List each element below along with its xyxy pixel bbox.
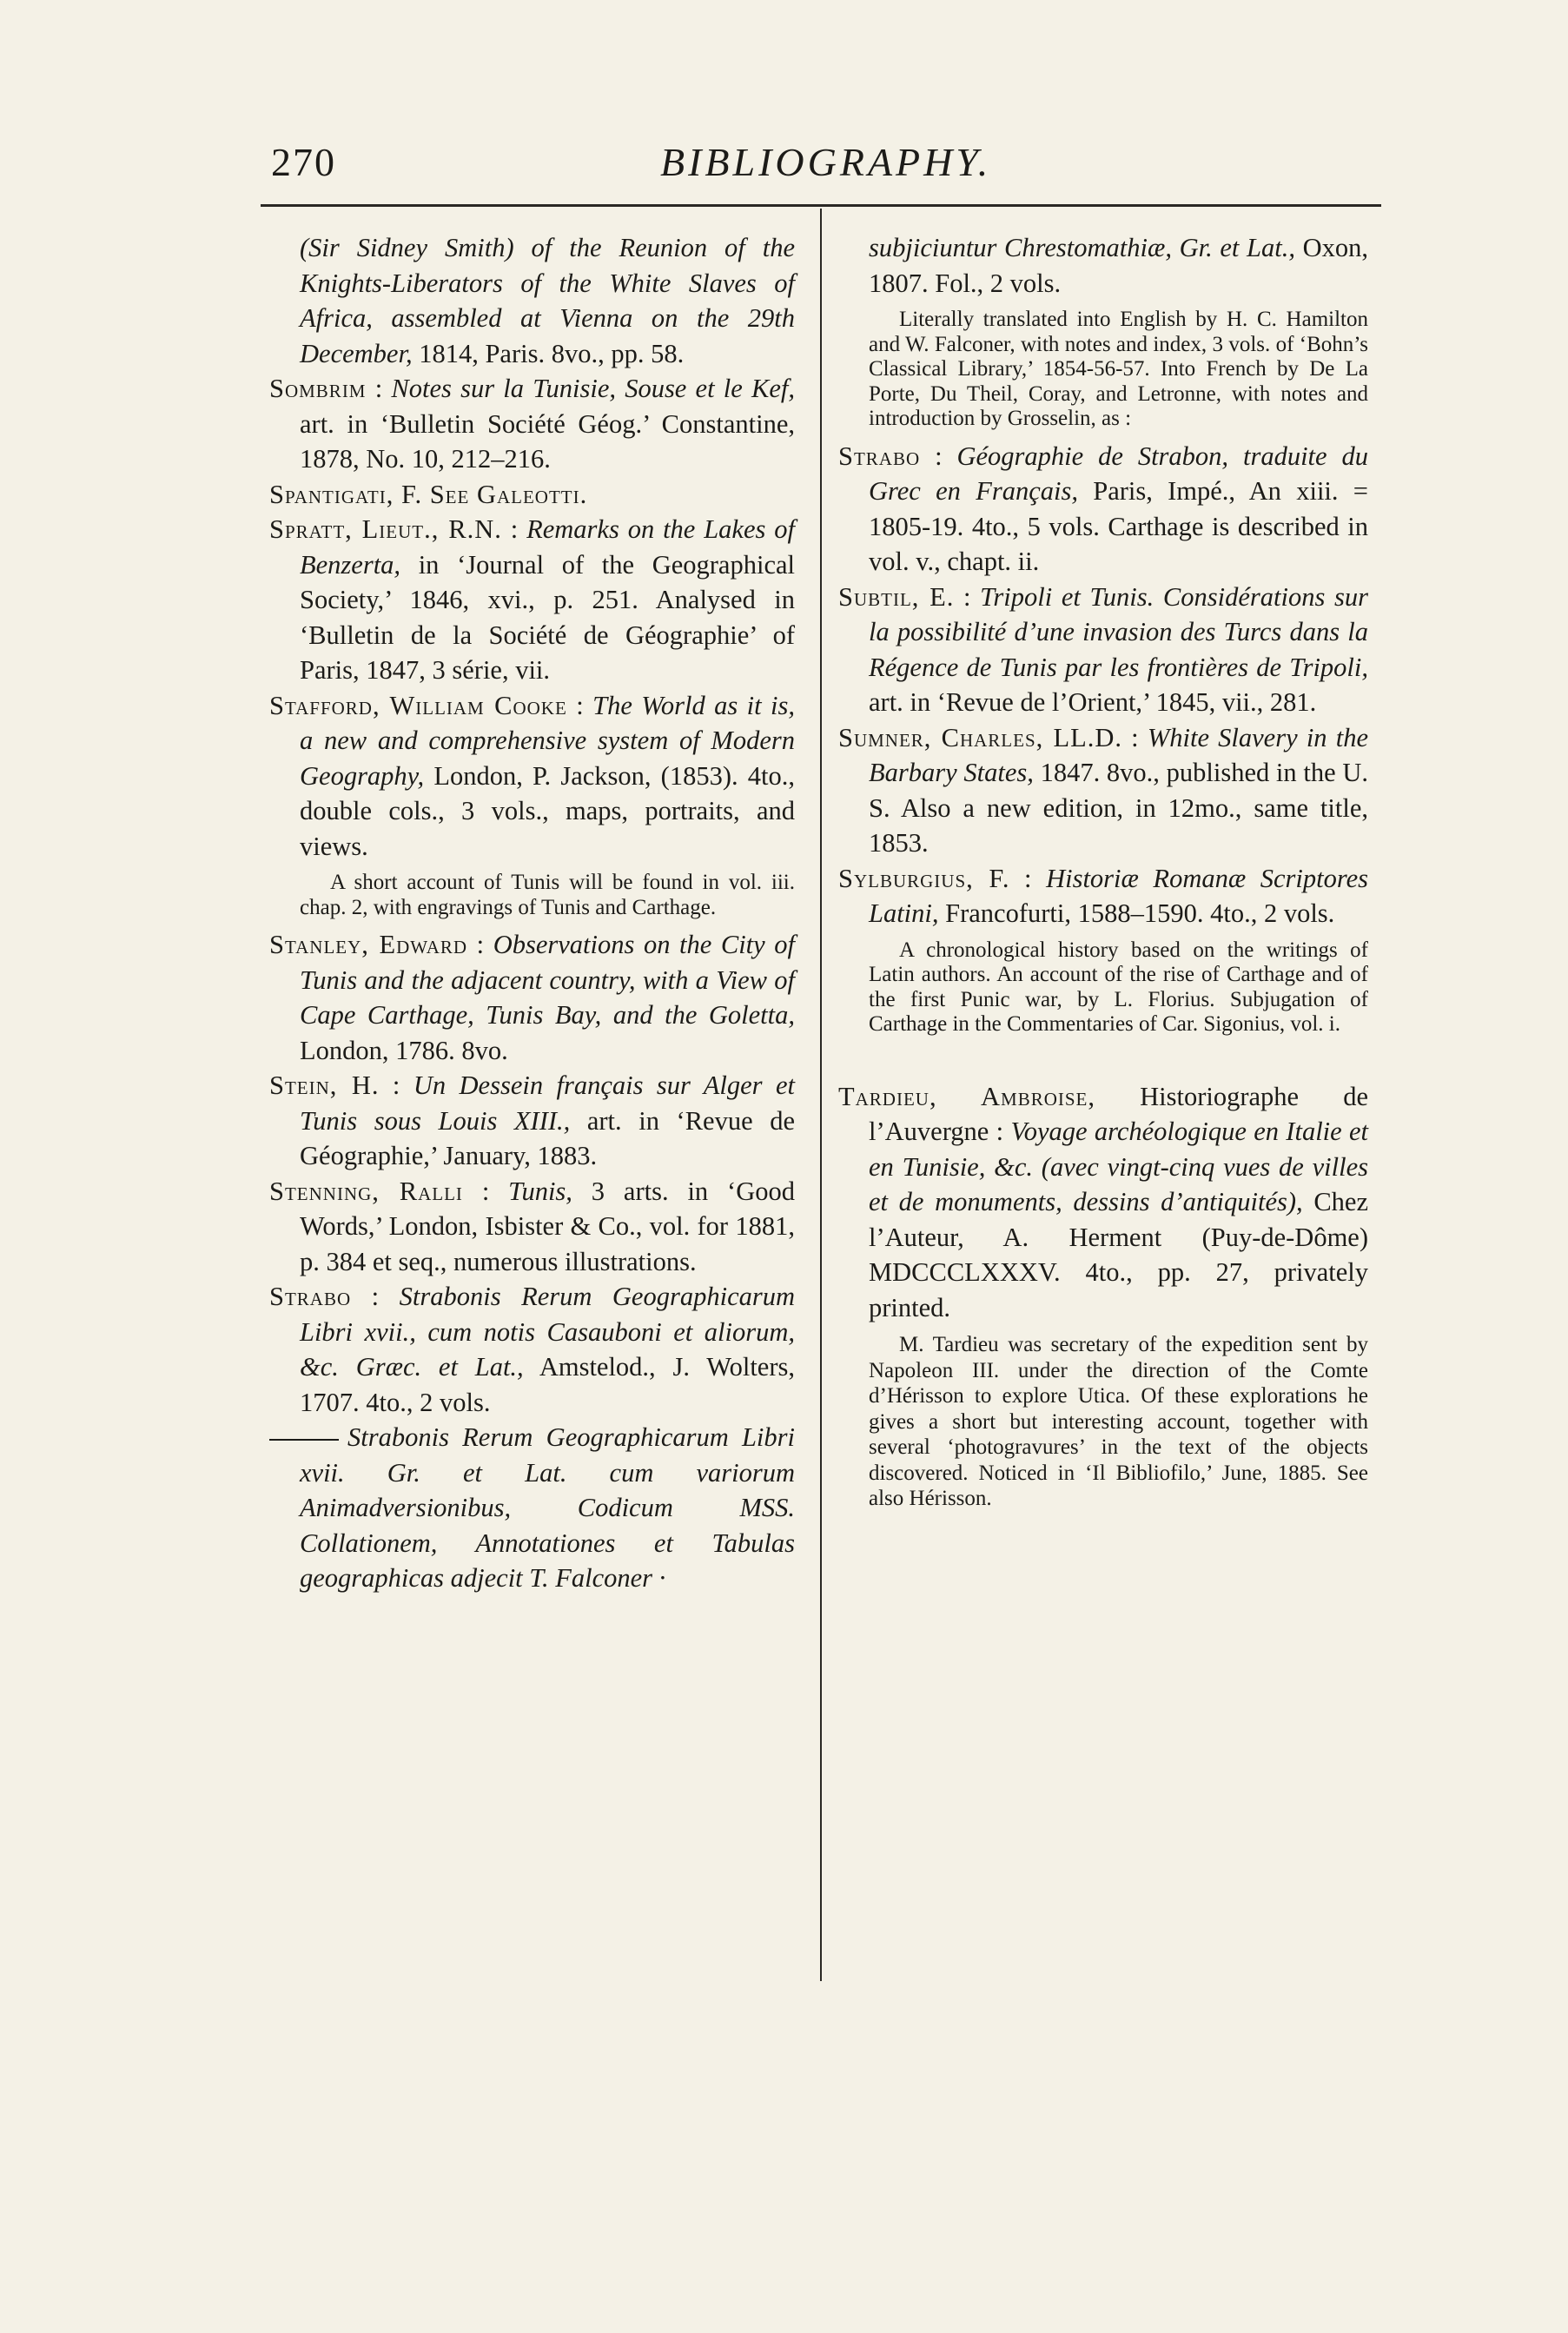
bibliography-entry xyxy=(269,371,795,477)
entry-details: art. in ‘Revue de Géographie,’ January, 1883. xyxy=(300,1105,795,1170)
bibliography-entry xyxy=(269,1068,795,1174)
header-rule xyxy=(261,204,1381,207)
entry-title: Tunis, xyxy=(508,1176,572,1206)
entry-author: Subtil, E. xyxy=(838,581,955,612)
entry-details: Oxon, 1807. Fol., 2 vols. xyxy=(869,233,1368,298)
entry-separator: : xyxy=(954,581,981,612)
bibliography-entry xyxy=(269,927,795,1068)
entry-separator: : xyxy=(920,441,957,471)
entry-separator: : xyxy=(462,1176,509,1206)
running-title: BIBLIOGRAPHY. xyxy=(660,140,992,184)
entry-note: Literally translated into English by H. C. Hamilton and W. Falconer, with notes and index, 3 vols. of ‘Bohn’s Classical Library,’ 1854-56-57. Into French by De La Porte, Du Theil, Coray, and Letronne, with notes and introduction by Grosselin, as : xyxy=(869,308,1368,430)
entry-details: 1847. 8vo., published in the U. S. Also a new edition, in 12mo., same title, 1853. xyxy=(869,758,1368,858)
entry-author: Strabo xyxy=(838,441,921,471)
entry-separator: : xyxy=(351,1282,400,1311)
entry-details: in ‘Journal of the Geographical Society,’ 1846, xvi., p. 251. Analysed in ‘Bulletin de la Société de Géographie’ of Paris, 1847, 3 série, vii. xyxy=(300,549,795,685)
bibliography-entry xyxy=(838,1079,1368,1326)
bibliography-entry xyxy=(269,477,795,513)
page-header xyxy=(261,139,1381,191)
bibliography-entry xyxy=(269,1279,795,1420)
bibliography-entry xyxy=(838,439,1368,580)
entry-details: Chez l’Auteur, A. Herment (Puy-de-Dôme) MDCCCLXXXV. 4to., pp. 27, privately printed. xyxy=(869,1187,1368,1322)
section-gap xyxy=(838,1044,1368,1079)
entry-title: Historiæ Romanæ Scriptores Latini, xyxy=(869,863,1368,928)
entry-note: A chronological history based on the writings of Latin authors. An account of the rise of Carthage and of the first Punic war, by L. Florius. Subjugation of Carthage in the Commentaries of Car. Sigonius, vol. i. xyxy=(869,938,1368,1036)
entry-separator: : xyxy=(366,374,392,403)
entry-details: Amstelod., J. Wolters, 1707. 4to., 2 vols. xyxy=(300,1352,795,1417)
entry-title: Tripoli et Tunis. Considérations sur la possibilité d’une invasion des Turcs dans la Régence de Tunis par les frontières de Tripoli, xyxy=(869,581,1368,682)
bibliography-entry xyxy=(269,1420,795,1596)
entry-author: Sumner, Charles, LL.D. xyxy=(838,722,1122,752)
bibliography-entry xyxy=(838,230,1368,301)
bibliography-entry xyxy=(838,580,1368,720)
entry-author: Stein, H. xyxy=(269,1070,380,1100)
entry-author: Spratt, Lieut., R.N. xyxy=(269,514,502,544)
entry-details: Francofurti, 1588–1590. 4to., 2 vols. xyxy=(938,898,1335,928)
entry-details: Paris, Impé., An xiii. = 1805-19. 4to., 5 vols. Carthage is described in vol. v., chapt. ii. xyxy=(869,476,1368,576)
entry-separator: : xyxy=(501,514,527,544)
ditto-dash xyxy=(269,1439,339,1441)
bibliography-entry xyxy=(269,512,795,688)
entry-details: London, P. Jackson, (1853). 4to., double cols., 3 vols., maps, portraits, and views. xyxy=(300,760,795,861)
entry-author: Stanley, Edward xyxy=(269,930,468,959)
entry-author: Sylburgius, F. xyxy=(838,863,1010,893)
entry-title: Géographie de Strabon, traduite du Grec en Français, xyxy=(869,441,1368,506)
entry-note: M. Tardieu was secretary of the expedition sent by Napoleon III. under the direction of the Comte d’Hérisson to explore Utica. Of these explorations he gives a short but interesting account, together with several ‘photogravures’ in the text of the objects discovered. Noticed in ‘Il Bibliofilo,’ June, 1885. See also Hérisson. xyxy=(869,1333,1368,1510)
entry-author-role: Historiographe de l’Auvergne : xyxy=(869,1081,1368,1146)
entry-author: Tardieu, Ambroise, xyxy=(838,1081,1096,1111)
entry-author: Spantigati, F. xyxy=(269,479,423,509)
entry-separator: : xyxy=(1121,722,1148,752)
bibliography-entry xyxy=(838,720,1368,861)
entry-author: Stafford, William Cooke xyxy=(269,690,567,720)
page-number: 270 xyxy=(271,140,336,184)
entry-title: White Slavery in the Barbary States, xyxy=(869,722,1368,787)
entry-title: (Sir Sidney Smith) of the Reunion of the Knights-Liberators of the White Slaves of Africa, assembled at Vienna on the 29th December, xyxy=(300,233,795,368)
entry-separator: : xyxy=(566,690,593,720)
entry-details: London, 1786. 8vo. xyxy=(300,1035,508,1065)
entry-title: Un Dessein français sur Alger et Tunis sous Louis XIII., xyxy=(300,1070,795,1136)
entry-details: art. in ‘Bulletin Société Géog.’ Constantine, 1878, No. 10, 212–216. xyxy=(300,408,795,474)
entry-details: 3 arts. in ‘Good Words,’ London, Isbister & Co., vol. for 1881, p. 384 et seq., numerous illustrations. xyxy=(300,1176,795,1276)
column-divider xyxy=(820,209,822,1981)
entry-details: See Galeotti. xyxy=(422,479,588,509)
entry-title: Notes sur la Tunisie, Souse et le Kef, xyxy=(391,374,795,403)
entry-title: Observations on the City of Tunis and the adjacent country, with a View of Cape Carthage, Tunis Bay, and the Goletta, xyxy=(300,930,795,1030)
entry-separator: : xyxy=(379,1070,414,1100)
entry-author: Stenning, Ralli xyxy=(269,1176,463,1206)
entry-note: A short account of Tunis will be found in vol. iii. chap. 2, with engravings of Tunis and Carthage. xyxy=(300,871,795,919)
bibliography-entry xyxy=(269,688,795,865)
entry-title: Voyage archéologique en Italie et en Tunisie, &c. (avec vingt-cinq vues de villes et de monuments, dessins d’antiquités), xyxy=(869,1117,1368,1216)
entry-title: Remarks on the Lakes of Benzerta, xyxy=(300,514,795,580)
entry-title: The World as it is, a new and comprehensive system of Modern Geography, xyxy=(300,690,795,791)
entry-separator: : xyxy=(1009,863,1047,893)
bibliography-entry xyxy=(838,861,1368,931)
entry-details: 1814, Paris. 8vo., pp. 58. xyxy=(412,338,685,368)
bibliography-entry xyxy=(269,1174,795,1280)
bibliography-entry xyxy=(269,230,795,371)
entry-author: Sombrim xyxy=(269,374,367,403)
left-column xyxy=(269,230,795,1596)
entry-separator: : xyxy=(467,930,493,959)
entry-title: Strabonis Rerum Geographicarum Libri xvii., cum notis Casauboni et aliorum, &c. Græc. et Lat., xyxy=(300,1282,795,1382)
entry-author: Strabo xyxy=(269,1282,352,1311)
entry-title: Strabonis Rerum Geographicarum Libri xvii. Gr. et Lat. cum variorum Animadversionibus, Codicum MSS. Collationem, Annotationes et Tabulas geographicas adjecit T. Falconer · xyxy=(300,1422,795,1593)
entry-details: art. in ‘Revue de l’Orient,’ 1845, vii., 281. xyxy=(869,687,1317,717)
entry-title: subjiciuntur Chrestomathiæ, Gr. et Lat., xyxy=(869,233,1295,262)
right-column xyxy=(838,230,1368,1519)
